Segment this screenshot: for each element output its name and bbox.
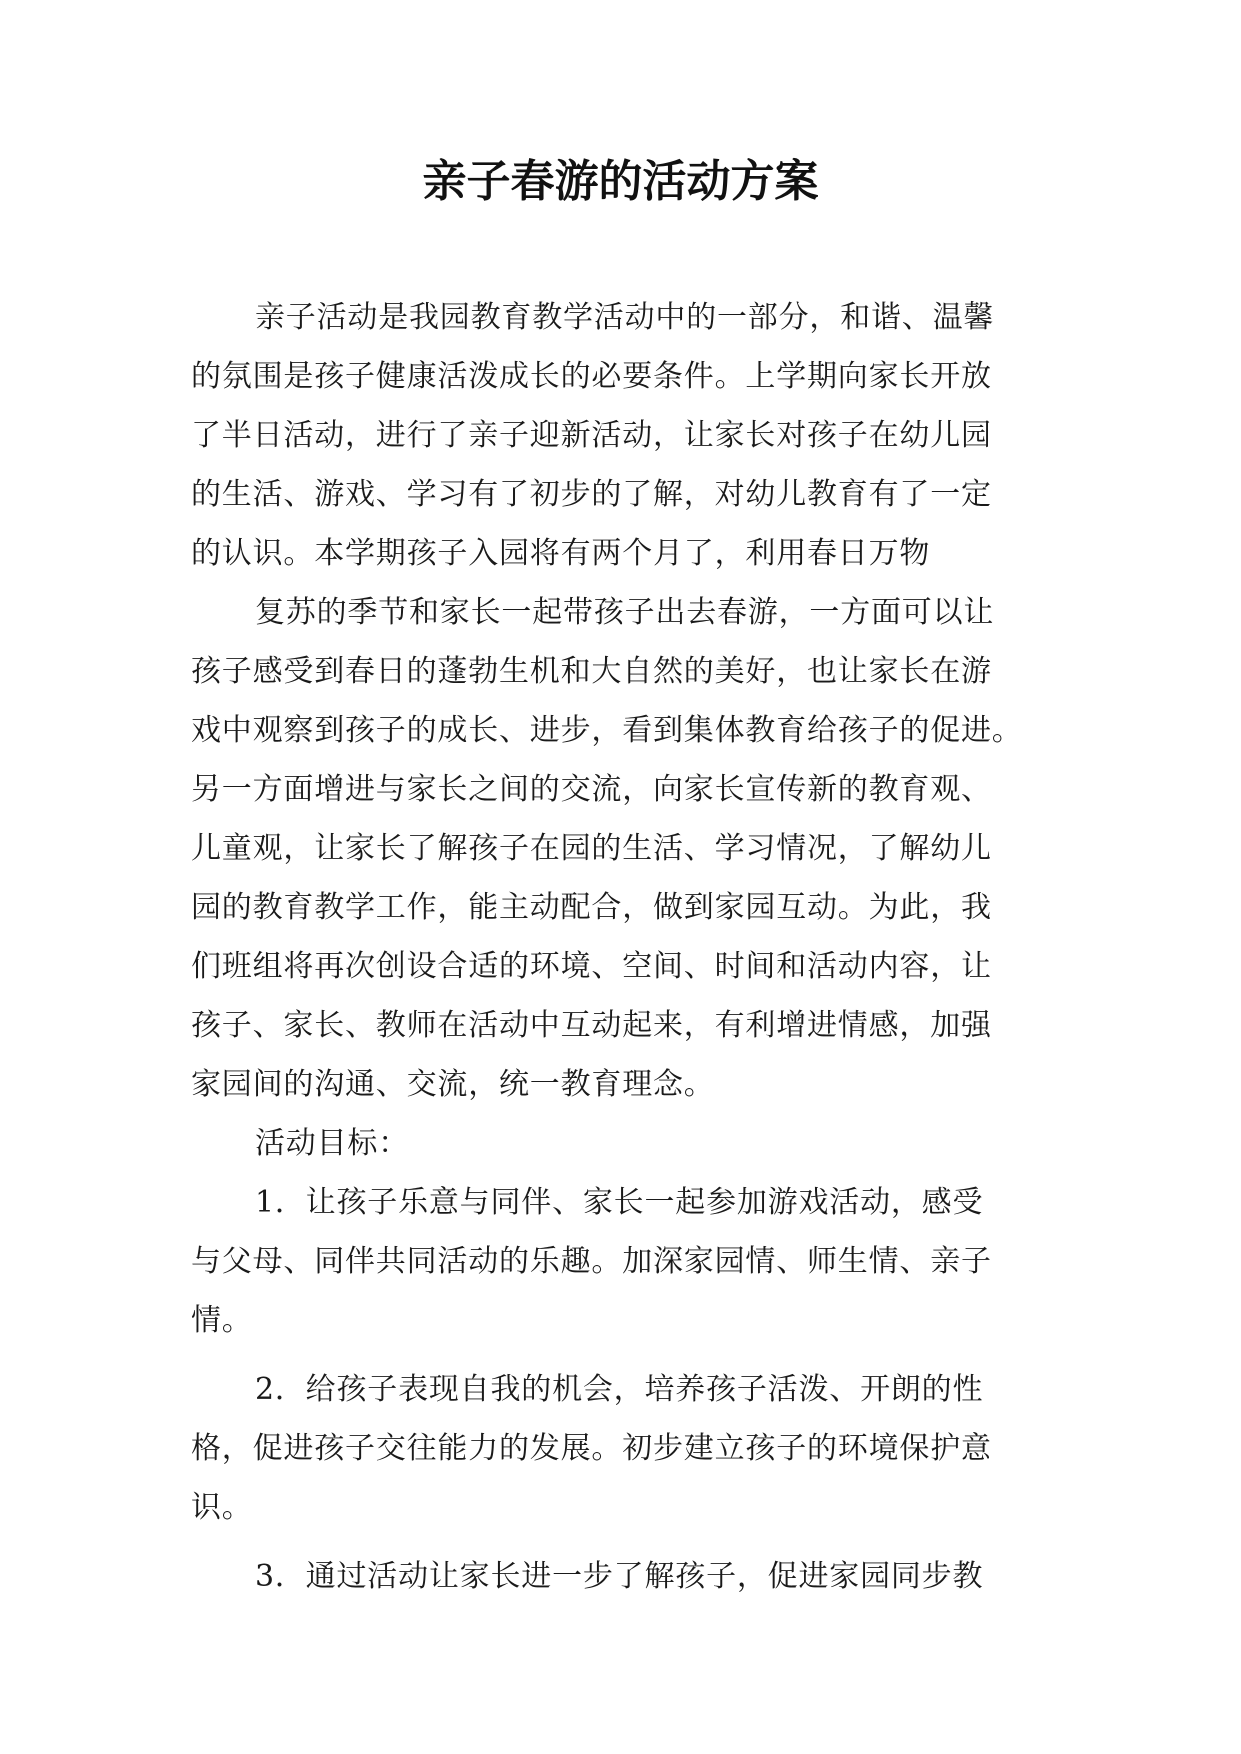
paragraph-line: 戏中观察到孩子的成长、进步，看到集体教育给孩子的促进。 [191,713,1023,748]
paragraph-line: 了半日活动，进行了亲子迎新活动，让家长对孩子在幼儿园 [191,418,992,453]
list-item-line: 情。 [191,1303,253,1338]
paragraph-line: 另一方面增进与家长之间的交流，向家长宣传新的教育观、 [191,772,992,807]
paragraph-line: 亲子活动是我园教育教学活动中的一部分，和谐、温馨 [255,300,995,335]
paragraph-line: 儿童观，让家长了解孩子在园的生活、学习情况，了解幼儿 [191,831,992,866]
list-item-line: 3．通过活动让家长进一步了解孩子，促进家园同步教 [255,1559,984,1594]
list-item-line: 格，促进孩子交往能力的发展。初步建立孩子的环境保护意 [191,1431,992,1466]
paragraph-line: 园的教育教学工作，能主动配合，做到家园互动。为此，我 [191,890,992,925]
paragraph-line: 的认识。本学期孩子入园将有两个月了，利用春日万物 [191,536,931,571]
paragraph-line: 家园间的沟通、交流，统一教育理念。 [191,1067,715,1102]
list-item-line: 2．给孩子表现自我的机会，培养孩子活泼、开朗的性 [255,1372,984,1407]
paragraph-line: 孩子、家长、教师在活动中互动起来，有利增进情感，加强 [191,1008,992,1043]
paragraph-line: 孩子感受到春日的蓬勃生机和大自然的美好，也让家长在游 [191,654,992,689]
paragraph-line: 复苏的季节和家长一起带孩子出去春游，一方面可以让 [255,595,995,630]
document-body [191,288,1051,1606]
section-heading: 活动目标： [255,1126,409,1161]
list-item-line: 识。 [191,1490,253,1525]
paragraph-line: 的生活、游戏、学习有了初步的了解，对幼儿教育有了一定 [191,477,992,512]
paragraph-line: 的氛围是孩子健康活泼成长的必要条件。上学期向家长开放 [191,359,992,394]
paragraph-line: 们班组将再次创设合适的环境、空间、时间和活动内容，让 [191,949,992,984]
document-title: 亲子春游的活动方案 [422,156,819,207]
list-item-line: 1．让孩子乐意与同伴、家长一起参加游戏活动，感受 [255,1185,984,1220]
list-item-line: 与父母、同伴共同活动的乐趣。加深家园情、师生情、亲子 [191,1244,992,1279]
